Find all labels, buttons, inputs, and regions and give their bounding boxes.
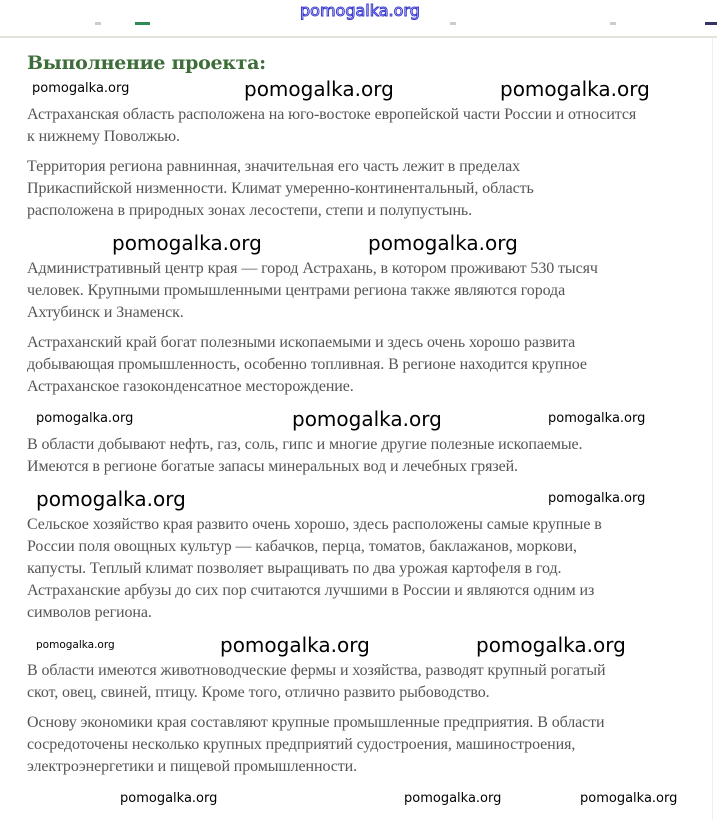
watermark-text: pomogalka.org [548, 491, 646, 506]
page-border [712, 38, 713, 820]
paragraph-line: Территория региона равнинная, значительная его часть лежит в пределах [27, 158, 521, 175]
watermark-row [27, 406, 707, 432]
paragraph-line: Имеются в регионе богатые запасы минеральных вод и лечебных грязей. [27, 458, 518, 475]
paragraph [27, 104, 707, 148]
watermark-text: pomogalka.org [476, 633, 626, 657]
watermark-text: pomogalka.org [36, 639, 115, 651]
paragraph-line: расположена в природных зонах лесостепи, степи и полупустынь. [27, 202, 473, 219]
watermark-text: pomogalka.org [580, 791, 678, 806]
top-nav-bar [0, 0, 717, 38]
paragraph [27, 156, 707, 222]
watermark-text: pomogalka.org [36, 487, 186, 511]
watermark-text: pomogalka.org [36, 411, 134, 426]
watermark-row [27, 786, 707, 812]
watermark-row [27, 76, 707, 102]
paragraph [27, 514, 707, 624]
paragraph-line: Основу экономики края составляют крупные промышленные предприятия. В области [27, 714, 605, 731]
page-title: Выполнение проекта: [27, 52, 266, 74]
watermark-text: pomogalka.org [548, 411, 646, 426]
watermark-text: pomogalka.org [500, 77, 650, 101]
nav-item[interactable] [610, 22, 616, 25]
paragraph-line: добывающая промышленность, особенно топливная. В регионе находится крупное [27, 356, 587, 373]
paragraph-line: капусты. Теплый климат позволяет выращивать по два урожая картофеля в год. [27, 560, 562, 577]
paragraph-line: человек. Крупными промышленными центрами региона также являются города [27, 282, 566, 299]
watermark-row [27, 230, 707, 256]
paragraph-line: электроэнергетики и пищевой промышленности. [27, 758, 358, 775]
paragraph-line: Административный центр края — город Астрахань, в котором проживают 530 тысяч [27, 260, 598, 277]
article-body [27, 76, 707, 812]
paragraph-line: Астраханский край богат полезными ископаемыми и здесь очень хорошо развита [27, 334, 576, 351]
paragraph-line: символов региона. [27, 604, 152, 621]
paragraph-line: Сельское хозяйство края развито очень хорошо, здесь расположены самые крупные в [27, 516, 602, 533]
watermark-text: pomogalka.org [112, 231, 262, 255]
paragraph-line: Астраханские арбузы до сих пор считаются лучшими в России и являются одним из [27, 582, 595, 599]
watermark-text: pomogalka.org [300, 1, 420, 20]
watermark-text: pomogalka.org [244, 77, 394, 101]
watermark-text: pomogalka.org [404, 791, 502, 806]
paragraph-line: В области имеются животноводческие фермы и хозяйства, разводят крупный рогатый [27, 662, 606, 679]
paragraph-line: Ахтубинск и Знаменск. [27, 304, 184, 321]
watermark-text: pomogalka.org [220, 633, 370, 657]
nav-item[interactable] [705, 22, 717, 25]
watermark-text: pomogalka.org [120, 791, 218, 806]
paragraph [27, 332, 707, 398]
paragraph [27, 434, 707, 478]
watermark-row [27, 486, 707, 512]
paragraph-line: России поля овощных культур — кабачков, перца, томатов, баклажанов, моркови, [27, 538, 577, 555]
paragraph [27, 712, 707, 778]
paragraph [27, 258, 707, 324]
nav-item[interactable] [450, 22, 456, 25]
paragraph-line: Прикаспийской низменности. Климат умеренно-континентальный, область [27, 180, 534, 197]
watermark-text: pomogalka.org [292, 407, 442, 431]
watermark-text: pomogalka.org [32, 81, 130, 96]
article [27, 50, 707, 814]
paragraph-line: В области добывают нефть, газ, соль, гипс и многие другие полезные ископаемые. [27, 436, 583, 453]
watermark-text: pomogalka.org [368, 231, 518, 255]
paragraph-line: Астраханское газоконденсатное месторождение. [27, 378, 354, 395]
watermark-row [27, 632, 707, 658]
paragraph [27, 660, 707, 704]
paragraph-line: к нижнему Поволжью. [27, 128, 180, 145]
paragraph-line: Астраханская область расположена на юго-востоке европейской части России и относится [27, 106, 637, 123]
paragraph-line: скот, овец, свиней, птицу. Кроме того, отлично развито рыбоводство. [27, 684, 490, 701]
paragraph-line: сосредоточены несколько крупных предприятий судостроения, машиностроения, [27, 736, 576, 753]
nav-item-active[interactable] [135, 22, 150, 25]
nav-item[interactable] [95, 22, 101, 25]
